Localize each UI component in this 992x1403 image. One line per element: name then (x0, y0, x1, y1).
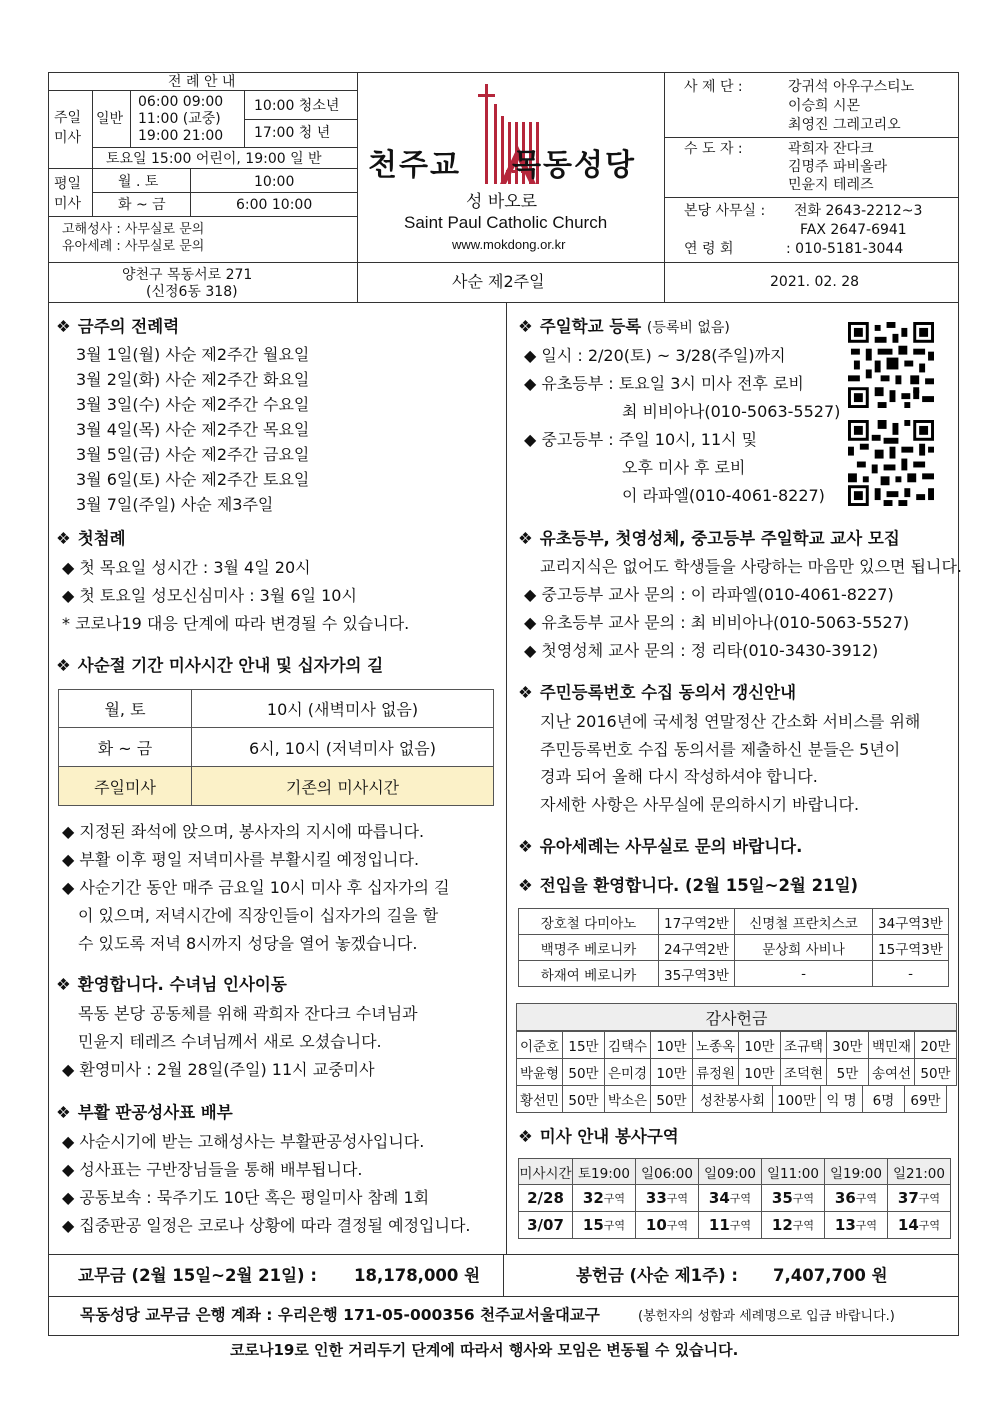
thanks-cell: 박소은 (604, 1085, 651, 1113)
divider (92, 192, 357, 193)
church-prefix: 천주교 (368, 148, 461, 183)
school-mid-line: 오후 미사 후 로비 (622, 458, 746, 477)
school-mid-contact: 이 라파엘(010-4061-8227) (622, 486, 825, 505)
service-cell: 3/07 (518, 1211, 573, 1239)
sunday-mass-label: 주일 미사 (54, 110, 82, 146)
easter-item: ◆ 사순시기에 받는 고해성사는 부활판공성사입니다. (62, 1132, 425, 1151)
saturday-mass: 토요일 15:00 어린이, 19:00 일 반 (106, 151, 322, 167)
teacher-text: 교리지식은 없어도 학생들을 사랑하는 마음만 있으면 됩니다. (540, 557, 963, 576)
fund-amount: 18,178,000 원 (354, 1266, 481, 1285)
lent-item-cont: 이 있으며, 저녁시간에 직장인들이 십자가의 길을 할 (78, 906, 439, 925)
lent-day: 화 ~ 금 (58, 727, 192, 767)
service-cell: 12 구역 (761, 1211, 825, 1239)
mass-time: 19:00 21:00 (138, 128, 224, 144)
transfer-cell: 백명주 베로니카 (518, 934, 659, 961)
thanks-cell: 10만 (738, 1058, 781, 1086)
lent-item-cont: 수 있도록 저녁 8시까지 성당을 열어 놓겠습니다. (78, 934, 418, 953)
thanks-cell: 박윤형 (516, 1058, 563, 1086)
offering-label: 봉헌금 (사순 제1주) : (576, 1266, 738, 1285)
bank-account: 목동성당 교무금 은행 계좌 : 우리은행 171-05-000356 천주교서울대교구 (80, 1306, 600, 1324)
transfer-cell: - (872, 960, 949, 987)
divider (503, 1254, 504, 1296)
section-title: ❖ 금주의 전례력 (56, 317, 180, 336)
legion-label: 연 령 회 (684, 241, 734, 257)
zone-suffix: 구역 (603, 1192, 626, 1205)
zone-suffix: 구역 (666, 1219, 689, 1232)
fund-label: 교무금 (2월 15일~2월 21일) : (78, 1266, 317, 1285)
service-header: 일09:00 (698, 1158, 762, 1185)
thanks-cell: 류정원 (692, 1058, 739, 1086)
service-cell: 32 구역 (572, 1184, 636, 1212)
thanks-cell: 은미경 (604, 1058, 651, 1086)
address: 양천구 목동서로 271 (122, 267, 253, 283)
calendar-item: 3월 7일(주일) 사순 제3주일 (76, 495, 274, 514)
welcome-item: ◆ 환영미사 : 2월 28일(주일) 11시 교중미사 (62, 1060, 375, 1079)
calendar-item: 3월 1일(월) 사순 제2주간 월요일 (76, 345, 310, 364)
transfer-cell: 장호철 다미아노 (518, 908, 659, 935)
zone-suffix: 구역 (855, 1192, 878, 1205)
divider (244, 119, 357, 120)
school-period: ◆ 일시 : 2/20(토) ~ 3/28(주일)까지 (524, 346, 786, 365)
notice-text: 코로나19로 인한 거리두기 단계에 따라서 행사와 모임은 변동될 수 있습니다. (230, 1341, 739, 1359)
section-title: ❖ 사순절 기간 미사시간 안내 및 십자가의 길 (56, 656, 384, 675)
zone-suffix: 구역 (792, 1192, 815, 1205)
address: (신정6동 318) (146, 284, 238, 300)
thanks-cell: 성찬봉사회 (692, 1085, 773, 1113)
mass-time: 06:00 09:00 (138, 94, 224, 110)
thanks-cell: 황선민 (516, 1085, 563, 1113)
office-label: 본당 사무실 : (684, 203, 766, 219)
lent-day: 주일미사 (58, 766, 192, 806)
lent-time: 10시 (새벽미사 없음) (191, 689, 494, 728)
id-text: 주민등록번호 수집 동의서를 제출하신 분들은 5년이 (540, 740, 901, 759)
sisters-label: 수 도 자 : (684, 141, 743, 157)
id-text: 경과 되어 올해 다시 작성하셔야 합니다. (540, 767, 818, 786)
lent-item: ◆ 부활 이후 평일 저녁미사를 부활시킬 예정입니다. (62, 850, 420, 869)
baptism-info: 유아세례 : 사무실로 문의 (62, 239, 205, 254)
lent-item: ◆ 지정된 좌석에 앉으며, 봉사자의 지시에 따릅니다. (62, 822, 425, 841)
thanks-cell: 50만 (650, 1085, 693, 1113)
service-cell: 2/28 (518, 1184, 573, 1212)
transfer-cell: 34구역3반 (872, 908, 949, 935)
thanks-cell: 20만 (914, 1031, 957, 1059)
transfer-cell: 신명철 프란치스코 (734, 908, 873, 935)
thanks-title: 감사헌금 (516, 1003, 957, 1031)
offering-amount: 7,407,700 원 (773, 1266, 888, 1285)
zone-suffix: 구역 (918, 1192, 941, 1205)
divider (92, 90, 93, 216)
thanks-cell: 15만 (562, 1031, 605, 1059)
service-cell: 15 구역 (572, 1211, 636, 1239)
transfer-cell: 15구역3반 (872, 934, 949, 961)
section-title: ❖ 환영합니다. 수녀님 인사이동 (56, 975, 287, 994)
transfer-cell: 문상희 사비나 (734, 934, 873, 961)
section-title: ❖ 미사 안내 봉사구역 (518, 1127, 679, 1146)
priest-name: 최영진 그레고리오 (788, 117, 901, 133)
transfer-cell: 35구역3반 (658, 960, 735, 987)
divider (130, 90, 131, 147)
confession-info: 고해성사 : 사무실로 문의 (62, 222, 205, 237)
zone-suffix: 구역 (855, 1219, 878, 1232)
priest-name: 강귀석 아우구스티노 (788, 79, 915, 95)
church-name: 목동성당 (512, 148, 636, 183)
zone-suffix: 구역 (729, 1192, 752, 1205)
service-header: 일06:00 (635, 1158, 699, 1185)
service-cell: 35 구역 (761, 1184, 825, 1212)
mon-sat-label: 월 . 토 (118, 174, 159, 190)
first-item: ◆ 첫 목요일 성시간 : 3월 4일 20시 (62, 558, 311, 577)
office-fax: FAX 2647-6941 (800, 222, 907, 238)
bank-note: (봉헌자의 성함과 세례명으로 입금 바랍니다.) (638, 1309, 895, 1324)
thanks-cell: 50만 (562, 1058, 605, 1086)
transfer-cell: 24구역2반 (658, 934, 735, 961)
tue-fri-label: 화 ~ 금 (118, 197, 166, 213)
sister-name: 민윤지 테레즈 (788, 177, 874, 193)
column-divider (506, 302, 507, 1254)
service-cell: 33 구역 (635, 1184, 699, 1212)
bulletin-date: 2021. 02. 28 (770, 274, 860, 290)
zone-suffix: 구역 (666, 1192, 689, 1205)
calendar-item: 3월 4일(목) 사순 제2주간 목요일 (76, 420, 310, 439)
service-header: 일19:00 (824, 1158, 888, 1185)
sister-name: 곽희자 잔다크 (788, 141, 874, 157)
divider (92, 147, 357, 148)
service-cell: 11 구역 (698, 1211, 762, 1239)
id-text: 지난 2016년에 국세청 연말정산 간소화 서비스를 위해 (540, 712, 921, 731)
thanks-cell: 50만 (914, 1058, 957, 1086)
service-cell: 36 구역 (824, 1184, 888, 1212)
calendar-item: 3월 5일(금) 사순 제2주간 금요일 (76, 445, 310, 464)
divider (664, 137, 959, 138)
section-title: ❖ 유아세례는 사무실로 문의 바랍니다. (518, 837, 803, 856)
school-elem: ◆ 유초등부 : 토요일 3시 미사 전후 로비 (524, 374, 804, 393)
easter-item: ◆ 성사표는 구반장님들을 통해 배부됩니다. (62, 1160, 363, 1179)
teacher-item: ◆ 첫영성체 교사 문의 : 정 리타(010-3430-3912) (524, 641, 879, 660)
service-cell: 10 구역 (635, 1211, 699, 1239)
thanks-cell: 익 명 (820, 1085, 863, 1113)
divider (48, 168, 357, 169)
divider (357, 72, 358, 302)
young-adult-mass: 17:00 청 년 (254, 125, 331, 141)
service-cell: 13 구역 (824, 1211, 888, 1239)
calendar-item: 3월 3일(수) 사순 제2주간 수요일 (76, 395, 310, 414)
qr-code-icon[interactable] (848, 322, 934, 408)
thanks-cell: 조덕현 (780, 1058, 827, 1086)
teacher-item: ◆ 유초등부 교사 문의 : 최 비비아나(010-5063-5527) (524, 613, 910, 632)
service-header: 미사시간 (518, 1158, 573, 1185)
thanks-cell: 송여선 (868, 1058, 915, 1086)
welcome-text: 민윤지 테레즈 수녀님께서 새로 오셨습니다. (78, 1032, 382, 1051)
easter-item: ◆ 집중판공 일정은 코로나 상황에 따라 결정될 예정입니다. (62, 1216, 471, 1235)
priests-label: 사 제 단 : (684, 79, 743, 95)
easter-item: ◆ 공동보속 : 묵주기도 10단 혹은 평일미사 참례 1회 (62, 1188, 430, 1207)
service-cell: 37 구역 (887, 1184, 951, 1212)
service-header: 일21:00 (887, 1158, 951, 1185)
thanks-cell: 30만 (826, 1031, 869, 1059)
thanks-cell: 50만 (562, 1085, 605, 1113)
service-cell: 14 구역 (887, 1211, 951, 1239)
section-title: ❖ 부활 판공성사표 배부 (56, 1103, 233, 1122)
divider (664, 197, 959, 198)
liturgy-guide-title: 전 례 안 내 (168, 74, 236, 90)
divider (48, 262, 959, 263)
section-title: ❖ 유초등부, 첫영성체, 중고등부 주일학교 교사 모집 (518, 529, 900, 548)
qr-code-icon[interactable] (848, 420, 934, 506)
thanks-cell: 69만 (904, 1085, 947, 1113)
thanks-cell: 10만 (738, 1031, 781, 1059)
zone-suffix: 구역 (729, 1219, 752, 1232)
school-elem-contact: 최 비비아나(010-5063-5527) (622, 402, 841, 421)
divider (48, 302, 959, 303)
section-title: ❖ 첫첨례 (56, 529, 126, 548)
transfer-cell: 하재여 베로니카 (518, 960, 659, 987)
thanks-cell: 6명 (862, 1085, 905, 1113)
service-header: 토19:00 (572, 1158, 636, 1185)
legion-phone: : 010-5181-3044 (786, 241, 904, 257)
welcome-text: 목동 본당 공동체를 위해 곽희자 잔다크 수녀님과 (78, 1004, 418, 1023)
thanks-cell: 5만 (826, 1058, 869, 1086)
service-header: 일11:00 (761, 1158, 825, 1185)
thanks-cell: 조규택 (780, 1031, 827, 1059)
calendar-item: 3월 2일(화) 사순 제2주간 화요일 (76, 370, 310, 389)
section-title: ❖ 주일학교 등록 (등록비 없음) (518, 317, 730, 336)
divider (664, 72, 665, 302)
divider (190, 168, 191, 216)
first-note: * 코로나19 대응 단계에 따라 변경될 수 있습니다. (62, 614, 410, 633)
lent-time: 6시, 10시 (저녁미사 없음) (191, 727, 494, 767)
lent-time: 기존의 미사시간 (191, 766, 494, 806)
thanks-cell: 노종옥 (692, 1031, 739, 1059)
sister-name: 김명주 파비올라 (788, 159, 888, 175)
transfer-cell: 17구역2반 (658, 908, 735, 935)
first-item: ◆ 첫 토요일 성모신심미사 : 3월 6일 10시 (62, 586, 357, 605)
general-label: 일반 (96, 111, 124, 127)
section-title: ❖ 주민등록번호 수집 동의서 갱신안내 (518, 683, 797, 702)
divider (48, 1296, 959, 1297)
thanks-cell: 김택수 (604, 1031, 651, 1059)
thanks-cell: 이준호 (516, 1031, 563, 1059)
thanks-cell: 10만 (650, 1031, 693, 1059)
lent-item: ◆ 사순기간 동안 매주 금요일 10시 미사 후 십자가의 길 (62, 878, 450, 897)
teacher-item: ◆ 중고등부 교사 문의 : 이 라파엘(010-4061-8227) (524, 585, 894, 604)
transfer-cell: - (734, 960, 873, 987)
zone-suffix: 구역 (918, 1219, 941, 1232)
thanks-cell: 100만 (772, 1085, 821, 1113)
office-phone: 전화 2643-2212~3 (794, 203, 923, 219)
mon-sat-time: 10:00 (254, 174, 295, 190)
priest-name: 이승희 시몬 (788, 98, 861, 114)
divider (48, 216, 357, 217)
thanks-cell: 백민재 (868, 1031, 915, 1059)
mass-time: 11:00 (교중) (138, 111, 221, 127)
lent-day: 월, 토 (58, 689, 192, 728)
weekday-mass-label: 평일 미사 (54, 176, 82, 212)
thanks-cell: 10만 (650, 1058, 693, 1086)
zone-suffix: 구역 (792, 1219, 815, 1232)
calendar-item: 3월 6일(토) 사순 제2주간 토요일 (76, 470, 310, 489)
service-cell: 34 구역 (698, 1184, 762, 1212)
english-name: Saint Paul Catholic Church (404, 213, 608, 232)
section-title: ❖ 전입을 환영합니다. (2월 15일~2월 21일) (518, 876, 859, 895)
id-text: 자세한 사항은 사무실에 문의하시기 바랍니다. (540, 795, 860, 814)
website-link[interactable]: www.mokdong.or.kr (452, 237, 566, 252)
zone-suffix: 구역 (603, 1219, 626, 1232)
youth-mass: 10:00 청소년 (254, 98, 340, 114)
tue-fri-time: 6:00 10:00 (236, 197, 313, 213)
patron-saint: 성 바오로 (466, 192, 538, 212)
school-mid: ◆ 중고등부 : 주일 10시, 11시 및 (524, 430, 758, 449)
sunday-title: 사순 제2주일 (452, 272, 545, 291)
